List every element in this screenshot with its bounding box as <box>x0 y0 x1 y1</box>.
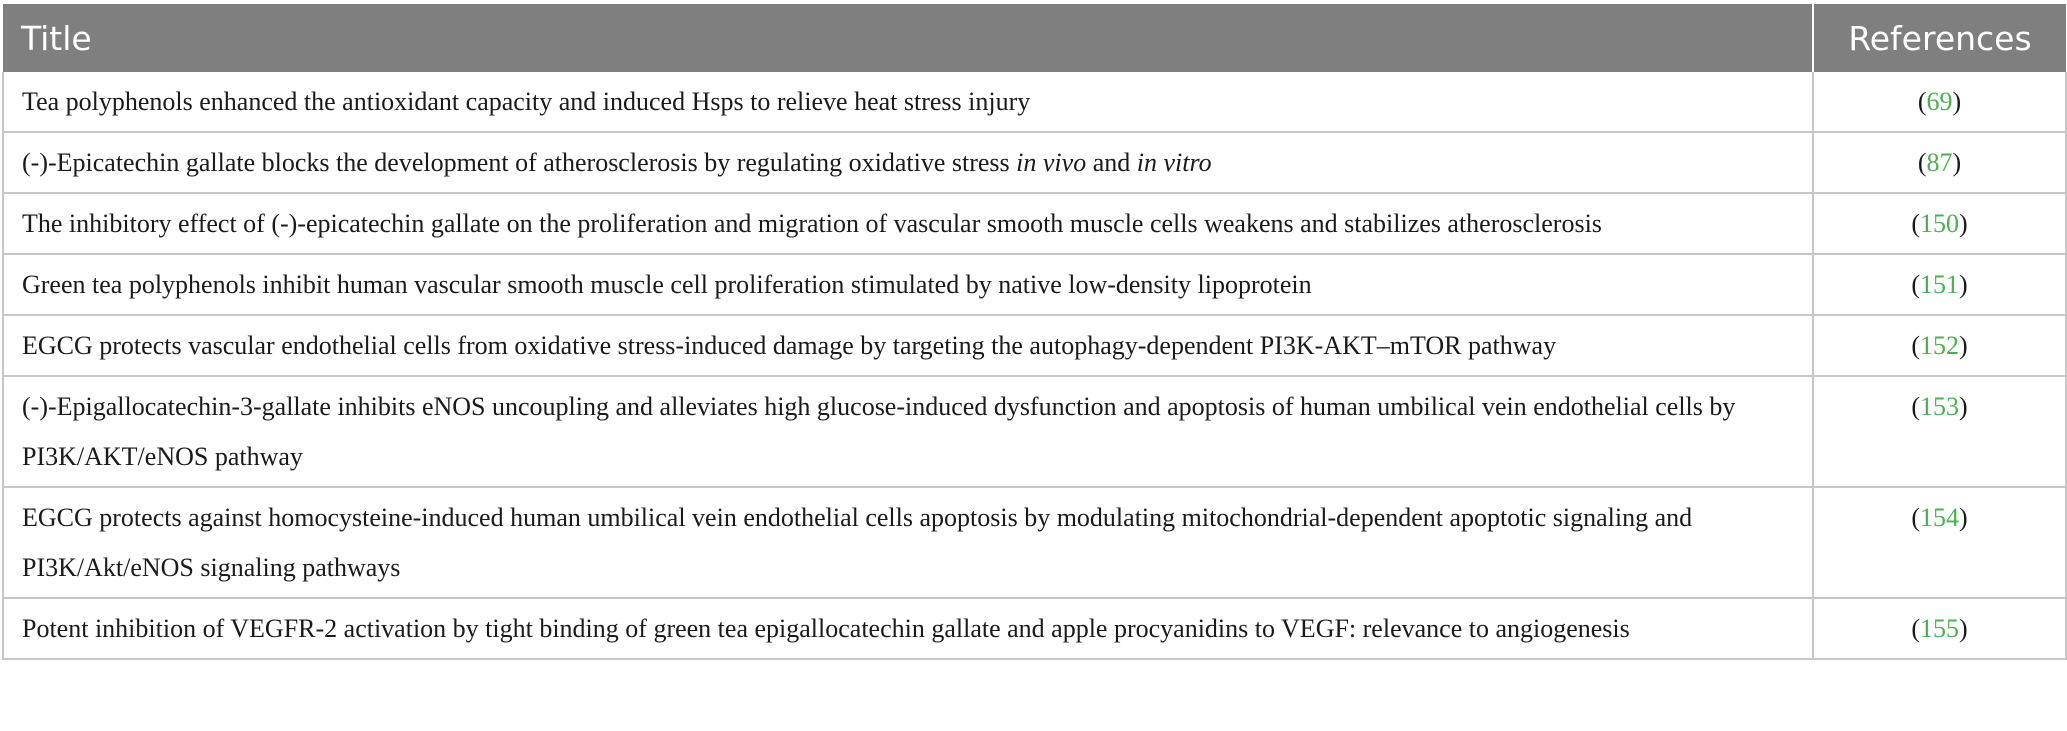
reference-link[interactable]: 87 <box>1926 148 1953 177</box>
references-column-header: References <box>1813 4 2066 72</box>
table-row <box>3 376 2066 487</box>
reference-link[interactable]: 155 <box>1920 614 1959 643</box>
title-italic-text: in vitro <box>1136 148 1212 177</box>
row-reference: (150) <box>1813 193 2066 254</box>
table-row <box>3 315 2066 376</box>
table-row <box>3 132 2066 193</box>
reference-link[interactable]: 150 <box>1920 209 1959 238</box>
title-column-header: Title <box>3 4 1813 72</box>
reference-link[interactable]: 69 <box>1926 87 1953 116</box>
row-title: The inhibitory effect of (-)-epicatechin gallate on the proliferation and migration of vascular smooth muscle cells weakens and stabilizes atherosclerosis <box>3 193 1813 254</box>
reference-link[interactable]: 154 <box>1920 503 1959 532</box>
table-row <box>3 487 2066 598</box>
reference-link[interactable]: 151 <box>1920 270 1959 299</box>
row-title: (-)-Epigallocatechin-3-gallate inhibits eNOS uncoupling and alleviates high glucose-induced dysfunction and apoptosis of human umbilical vein endothelial cells by PI3K/AKT/eNOS pathway <box>3 376 1813 487</box>
row-reference: (153) <box>1813 376 2066 487</box>
row-title: Tea polyphenols enhanced the antioxidant capacity and induced Hsps to relieve heat stress injury <box>3 72 1813 132</box>
header-row <box>3 4 2066 72</box>
table-row <box>3 598 2066 659</box>
table-row <box>3 72 2066 132</box>
reference-link[interactable]: 152 <box>1920 331 1959 360</box>
title-text: (-)-Epicatechin gallate blocks the development of atherosclerosis by regulating oxidative stress <box>22 148 1017 177</box>
row-title: EGCG protects against homocysteine-induced human umbilical vein endothelial cells apoptosis by modulating mitochondrial-dependent apoptotic signaling and PI3K/Akt/eNOS signaling pathways <box>3 487 1813 598</box>
row-reference: (154) <box>1813 487 2066 598</box>
references-table <box>2 4 2067 660</box>
row-title <box>3 132 1813 193</box>
row-reference: (155) <box>1813 598 2066 659</box>
row-title: Potent inhibition of VEGFR-2 activation by tight binding of green tea epigallocatechin gallate and apple procyanidins to VEGF: relevance to angiogenesis <box>3 598 1813 659</box>
title-text: and <box>1086 148 1137 177</box>
row-reference: (69) <box>1813 72 2066 132</box>
title-italic-text: in vivo <box>1016 148 1087 177</box>
table-row <box>3 193 2066 254</box>
row-reference: (87) <box>1813 132 2066 193</box>
row-reference: (151) <box>1813 254 2066 315</box>
table-row <box>3 254 2066 315</box>
table-body <box>3 72 2066 659</box>
row-reference: (152) <box>1813 315 2066 376</box>
row-title: Green tea polyphenols inhibit human vascular smooth muscle cell proliferation stimulated by native low-density lipoprotein <box>3 254 1813 315</box>
table-header <box>3 4 2066 72</box>
row-title: EGCG protects vascular endothelial cells from oxidative stress-induced damage by targeting the autophagy-dependent PI3K-AKT–mTOR pathway <box>3 315 1813 376</box>
reference-link[interactable]: 153 <box>1920 392 1959 421</box>
